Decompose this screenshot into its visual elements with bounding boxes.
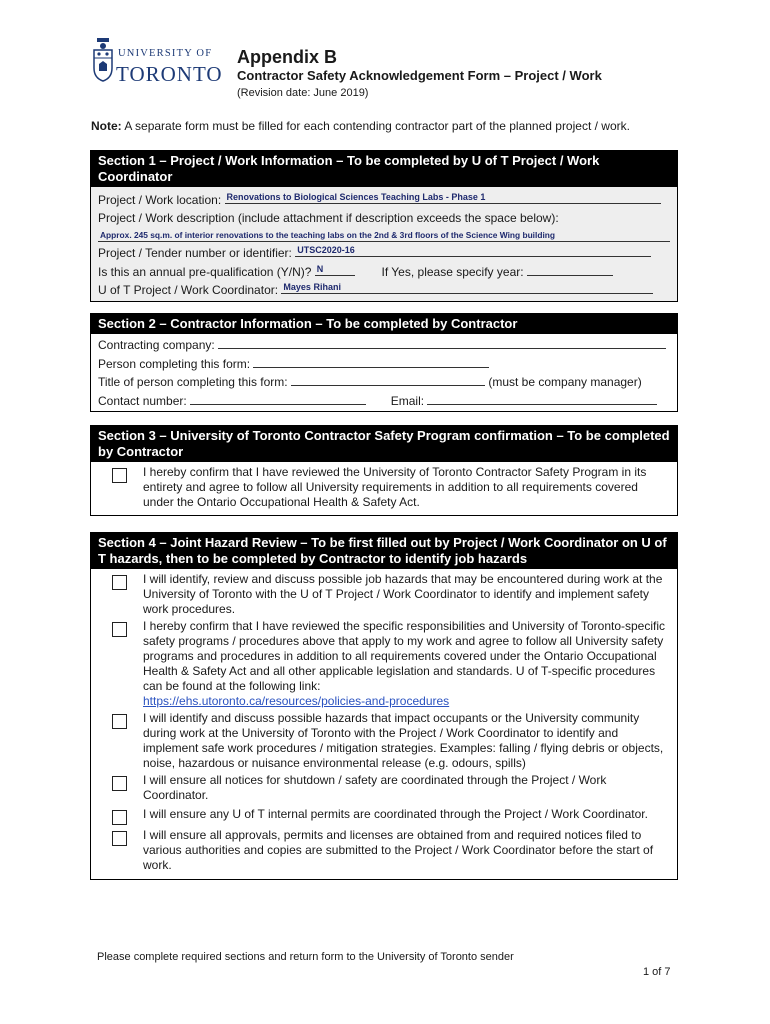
prequal-label: Is this an annual pre-qualification (Y/N)? — [98, 264, 312, 279]
title-note: (must be company manager) — [488, 375, 642, 389]
section-4-item-text: I will identify and discuss possible hazards that impact occupants or the University community during work at the University of Toronto with the Project / Work Coordinator to identify and implement safe work procedures / mitigation strategies. Examples: falling / flying debris or objects, noise, hazardous or nuisance environmental release (e.g. odours, spills) — [143, 711, 664, 770]
prequal-value: N — [316, 263, 324, 274]
section-4-item-text: I will ensure all notices for shutdown / safety are coordinated through the Project / Work Coordinator. — [143, 773, 607, 802]
revision-date: (Revision date: June 2019) — [237, 87, 369, 99]
contact-row — [98, 391, 670, 410]
note-text: A separate form must be filled for each contending contractor part of the planned project / work. — [121, 119, 630, 133]
description-value: Approx. 245 sq.m. of interior renovations to the teaching labs on the 2nd & 3rd floors of the Science Wing building — [100, 230, 556, 240]
section-4-item-text: I will ensure any U of T internal permits are coordinated through the Project / Work Coordinator. — [143, 807, 648, 821]
coordinator-label: U of T Project / Work Coordinator: — [98, 283, 279, 297]
checkbox[interactable] — [112, 575, 127, 590]
note — [91, 119, 630, 133]
company-label: Contracting company: — [98, 338, 215, 352]
title-field[interactable] — [291, 372, 485, 386]
description-field-row — [98, 227, 670, 243]
contact-label: Contact number: — [98, 393, 187, 408]
section-2-heading: Section 2 – Contractor Information – To be completed by Contractor — [91, 314, 677, 334]
tender-field[interactable] — [295, 243, 651, 257]
university-logo — [92, 38, 223, 88]
tender-label: Project / Tender number or identifier: — [98, 246, 292, 260]
checkbox[interactable] — [112, 622, 127, 637]
section-3-item-text: I hereby confirm that I have reviewed the University of Toronto Contractor Safety Program in its entirety and agree to follow all University requirements in addition to all requirements covered under the Ontario Occupational Health & Safety Act. — [143, 465, 647, 509]
section-1-heading: Section 1 – Project / Work Information – To be completed by U of T Project / Work Coordinator — [91, 151, 677, 187]
section-4-item — [98, 828, 671, 873]
footer-instruction: Please complete required sections and return form to the University of Toronto sender — [97, 951, 514, 963]
person-label: Person completing this form: — [98, 356, 251, 371]
procedures-link[interactable]: https://ehs.utoronto.ca/resources/policies-and-procedures — [143, 694, 450, 708]
section-4-item — [98, 773, 671, 803]
email-field[interactable] — [427, 391, 657, 405]
section-4-item — [98, 619, 671, 709]
description-row — [98, 209, 670, 228]
section-4-heading: Section 4 – Joint Hazard Review – To be first filled out by Project / Work Coordinator on U of T hazards, then to be completed by Contractor to identify job hazards — [91, 533, 677, 569]
checkbox[interactable] — [112, 810, 127, 825]
section-4-item-text: I will identify, review and discuss possible job hazards that may be encountered during work at the University of Toronto with the U of T Project / Work Coordinator to identify and implement safety work procedures. — [143, 572, 663, 616]
section-4 — [90, 532, 678, 880]
tender-value: UTSC2020-16 — [297, 245, 355, 255]
section-3-heading: Section 3 – University of Toronto Contractor Safety Program confirmation – To be completed by Contractor — [91, 426, 677, 462]
section-4-item — [98, 572, 671, 617]
description-field[interactable] — [98, 227, 670, 242]
location-row — [98, 190, 670, 209]
tender-row — [98, 243, 670, 262]
year-field[interactable] — [527, 262, 613, 276]
checkbox[interactable] — [112, 468, 127, 483]
logo-toronto: TORONTO — [116, 62, 223, 86]
contact-field[interactable] — [190, 391, 366, 405]
section-2 — [90, 313, 678, 412]
location-value: Renovations to Biological Sciences Teaching Labs - Phase 1 — [226, 192, 486, 202]
year-label: If Yes, please specify year: — [381, 264, 524, 279]
section-4-item-text: I hereby confirm that I have reviewed the specific responsibilities and University of Toronto-specific safety programs / procedures above that apply to my work and agree to follow all University safety programs and procedures in addition to all requirements covered under the Ontario Occupational Health & Safety Act and all other applicable legislation and standards. U of T-specific procedures can be found at the following link: — [143, 619, 666, 693]
coordinator-value: Mayes Rihani — [283, 282, 341, 292]
prequal-row — [98, 262, 670, 281]
prequal-field[interactable] — [315, 262, 355, 276]
page-subtitle: Contractor Safety Acknowledgement Form – Project / Work — [237, 68, 602, 83]
email-label: Email: — [390, 393, 425, 408]
location-label: Project / Work location: — [98, 193, 222, 207]
coordinator-row — [98, 280, 670, 299]
logo-university-of: UNIVERSITY OF — [118, 48, 213, 59]
crest-icon — [92, 38, 114, 82]
person-field[interactable] — [253, 354, 489, 368]
section-4-item-text: I will ensure all approvals, permits and licenses are obtained from and required notices filed to various authorities and copies are submitted to the Project / Work Coordinator before the start of work. — [143, 828, 654, 872]
coordinator-field[interactable] — [281, 280, 653, 294]
section-1 — [90, 150, 678, 302]
person-row — [98, 354, 670, 373]
checkbox[interactable] — [112, 714, 127, 729]
section-4-item — [98, 807, 671, 822]
description-label: Project / Work description (include attachment if description exceeds the space below): — [98, 210, 559, 225]
page-title: Appendix B — [237, 47, 338, 67]
page-number: 1 of 7 — [643, 966, 671, 978]
company-field[interactable] — [218, 335, 666, 349]
checkbox[interactable] — [112, 831, 127, 846]
checkbox[interactable] — [112, 776, 127, 791]
title-label: Title of person completing this form: — [98, 375, 288, 389]
company-row — [98, 335, 670, 354]
title-row — [98, 372, 670, 391]
note-label: Note: — [91, 119, 122, 133]
section-3-item — [98, 465, 671, 510]
section-4-item — [98, 711, 671, 771]
section-3 — [90, 425, 678, 516]
location-field[interactable] — [225, 190, 661, 204]
